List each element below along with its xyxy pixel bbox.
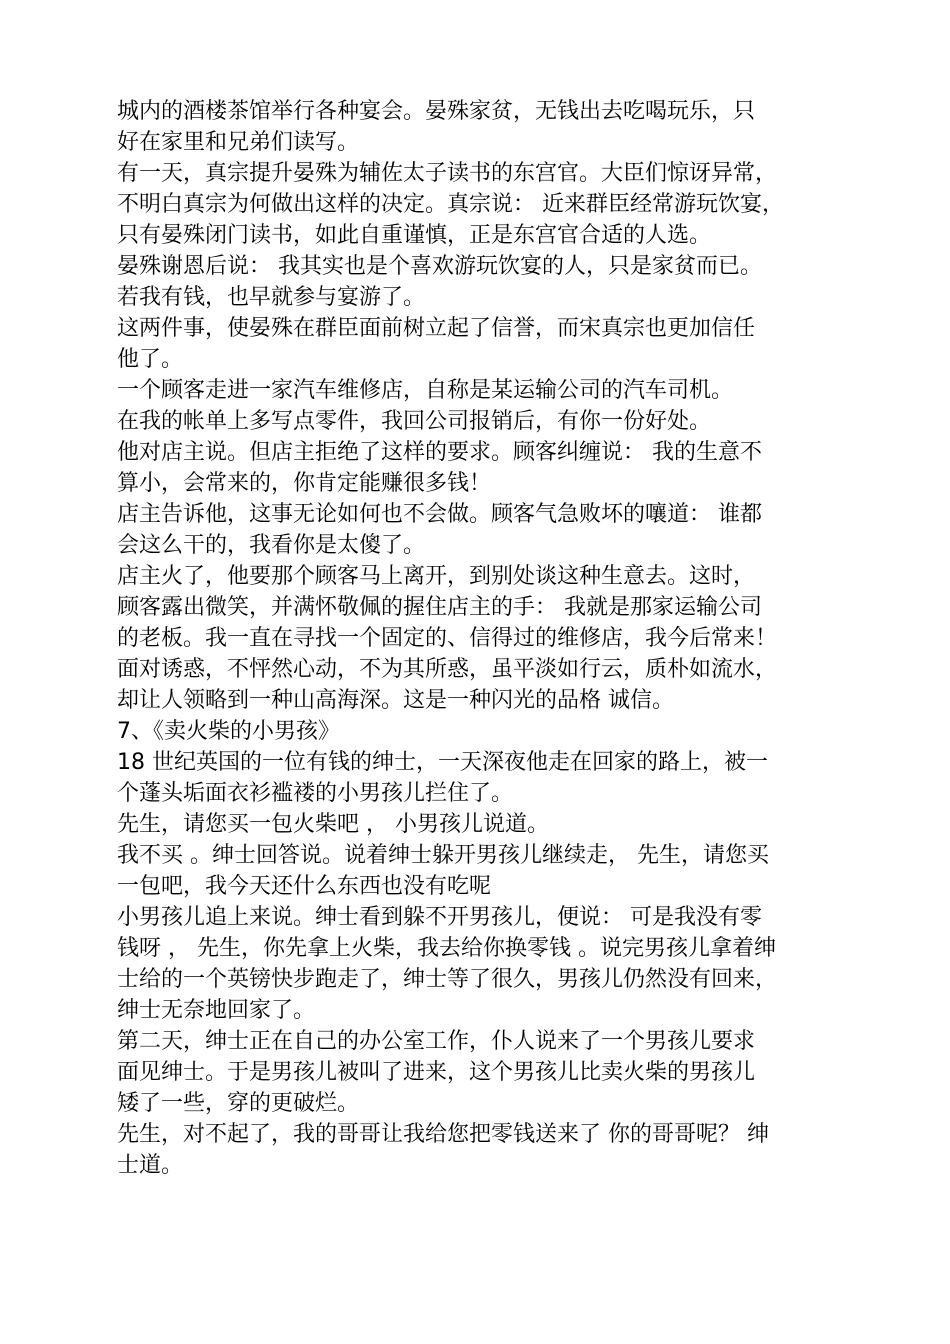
text-line: 一个顾客走进一家汽车维修店，自称是某运输公司的汽车司机。	[117, 378, 734, 403]
text-line: 矮了一些，穿的更破烂。	[117, 1091, 360, 1116]
text-line: 小男孩儿追上来说。绅士看到躲不开男孩儿，便说： 可是我没有零	[117, 905, 762, 930]
text-line: 若我有钱，也早就参与宴游了。	[117, 285, 426, 310]
text-line: 士道。	[117, 1153, 184, 1178]
section-heading: 7、《卖火柴的小男孩》	[117, 719, 340, 744]
text-line: 先生，请您买一包火柴吧 ， 小男孩儿说道。	[117, 812, 549, 837]
text-line: 店主火了，他要那个顾客马上离开，到别处谈这种生意去。这时，	[117, 564, 756, 589]
text-line: 晏殊谢恩后说： 我其实也是个喜欢游玩饮宴的人，只是家贫而已。	[117, 254, 762, 279]
text-line: 一包吧，我今天还什么东西也没有吃呢	[117, 874, 492, 899]
text-line: 有一天，真宗提升晏殊为辅佐太子读书的东宫官。大臣们惊讶异常，	[117, 161, 778, 186]
text-line: 他了。	[117, 347, 184, 372]
text-line: 好在家里和兄弟们读写。	[117, 130, 360, 155]
text-line: 我不买 。绅士回答说。说着绅士躲开男孩儿继续走， 先生，请您买	[117, 843, 769, 868]
text-line: 18 世纪英国的一位有钱的绅士，一天深夜他走在回家的路上，被一	[117, 750, 768, 775]
text-line: 城内的酒楼茶馆举行各种宴会。晏殊家贫，无钱出去吃喝玩乐，只	[117, 99, 756, 124]
text-line: 却让人领略到一种山高海深。这是一种闪光的品格 诚信。	[117, 688, 674, 713]
text-line: 他对店主说。但店主拒绝了这样的要求。顾客纠缠说： 我的生意不	[117, 440, 762, 465]
text-line: 在我的帐单上多写点零件，我回公司报销后，有你一份好处。	[117, 409, 712, 434]
text-line: 面对诱惑，不怦然心动，不为其所惑，虽平淡如行云，质朴如流水，	[117, 657, 778, 682]
text-line: 只有晏殊闭门读书，如此自重谨慎，正是东宫官合适的人选。	[117, 223, 712, 248]
text-line: 会这么干的，我看你是太傻了。	[117, 533, 426, 558]
document-page	[117, 96, 857, 1181]
text-line: 面见绅士。于是男孩儿被叫了进来，这个男孩儿比卖火柴的男孩儿	[117, 1060, 756, 1085]
text-line: 不明白真宗为何做出这样的决定。真宗说： 近来群臣经常游玩饮宴，	[117, 192, 784, 217]
text-line: 第二天，绅士正在自己的办公室工作，仆人说来了一个男孩儿要求	[117, 1029, 756, 1054]
text-line: 绅士无奈地回家了。	[117, 998, 316, 1023]
text-line: 顾客露出微笑，并满怀敬佩的握住店主的手： 我就是那家运输公司	[117, 595, 762, 620]
text-line: 先生，对不起了，我的哥哥让我给您把零钱送来了 你的哥哥呢？ 绅	[117, 1122, 769, 1147]
text-line: 士给的一个英镑快步跑走了，绅士等了很久，男孩儿仍然没有回来，	[117, 967, 778, 992]
text-line: 钱呀 ， 先生，你先拿上火柴，我去给你换零钱 。说完男孩儿拿着绅	[117, 936, 776, 961]
text-line: 个蓬头垢面衣衫褴褛的小男孩儿拦住了。	[117, 781, 514, 806]
text-line: 店主告诉他，这事无论如何也不会做。顾客气急败坏的嚷道： 谁都	[117, 502, 762, 527]
text-line: 算小，会常来的，你肯定能赚很多钱！	[117, 471, 492, 496]
text-line: 的老板。我一直在寻找一个固定的、信得过的维修店，我今后常来！	[117, 626, 778, 651]
text-line: 这两件事，使晏殊在群臣面前树立起了信誉，而宋真宗也更加信任	[117, 316, 756, 341]
